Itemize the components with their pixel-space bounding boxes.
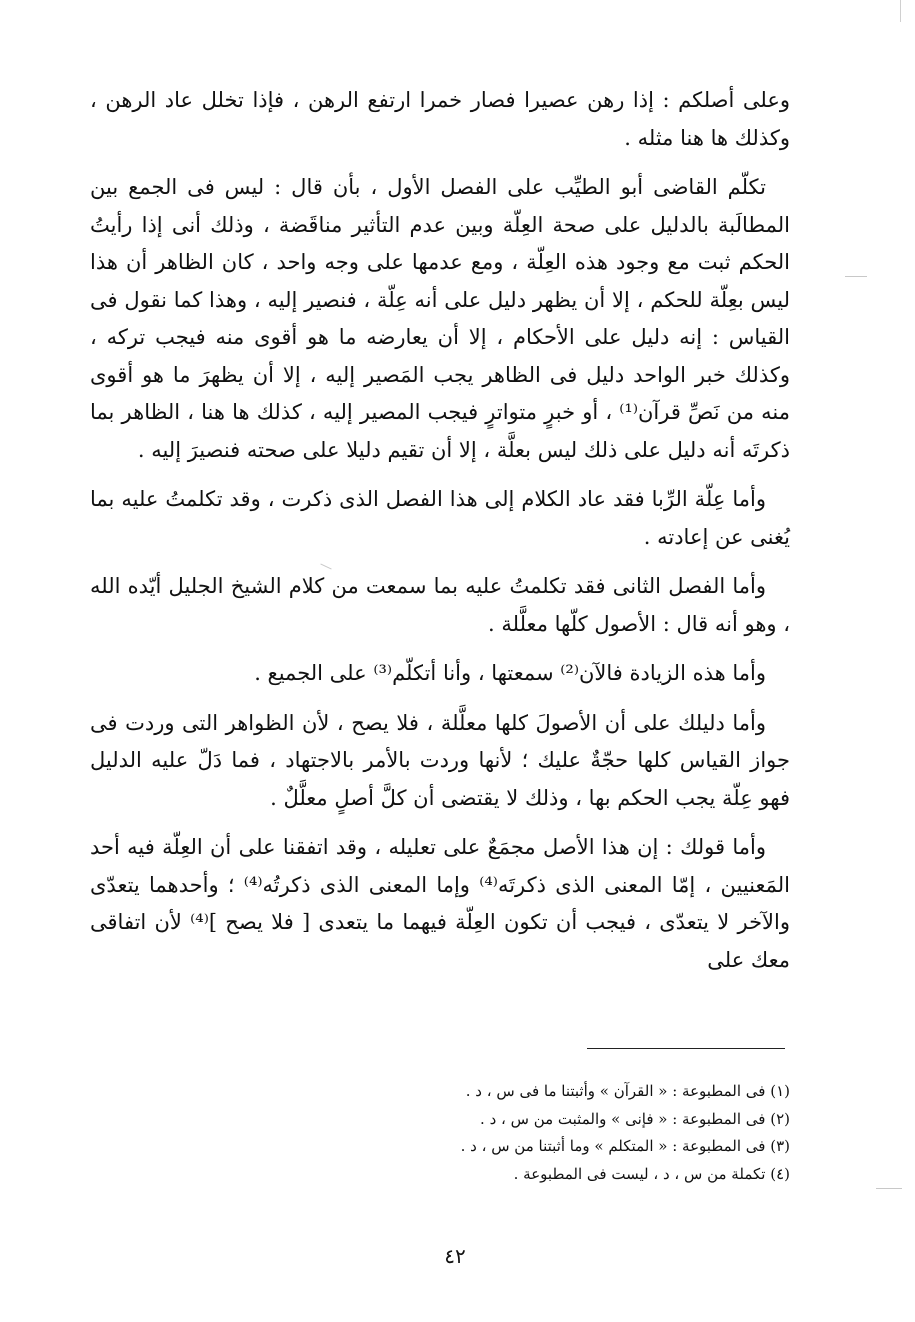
crop-mark	[900, 0, 901, 22]
paragraph: وأما قولك : إن هذا الأصل مجمَعٌ على تعليله ، وقد اتفقنا على أن العِلّة فيه أحد المَعنيين ، إمّا المعنى الذى ذكرتَه⁽⁴⁾ وإما المعنى الذى ذكرتُه⁽⁴⁾ ؛ وأحدهما يتعدّى والآخر لا يتعدّى ، فيجب أن تكون العِلّة فيهما ما يتعدى [ فلا يصح ]⁽⁴⁾ لأن اتفاقى معك على	[90, 835, 790, 972]
footnotes	[300, 1078, 790, 1188]
footnote: (٤) تكملة من س ، د ، ليست فى المطبوعة .	[513, 1164, 790, 1183]
paragraph: وعلى أصلكم : إذا رهن عصيرا فصار خمرا ارتفع الرهن ، فإذا تخلل عاد الرهن ، وكذلك ها هنا مثله .	[90, 88, 791, 150]
footnote: (٢) فى المطبوعة : « فإنى » والمثبت من س ، د .	[480, 1109, 790, 1128]
paragraph: وأما عِلّة الرِّبا فقد عاد الكلام إلى هذا الفصل الذى ذكرت ، وقد تكلمتُ عليه بما يُغنى عن إعادته .	[90, 487, 790, 549]
footnote-divider	[587, 1048, 785, 1049]
main-text	[90, 82, 790, 991]
paragraph: وأما هذه الزيادة فالآن⁽²⁾ سمعتها ، وأنا أتكلّم⁽³⁾ على الجميع .	[254, 661, 766, 685]
paragraph: وأما دليلك على أن الأصولَ كلها معلَّلة ، فلا يصح ، لأن الظواهر التى وردت فى جواز القياس كلها حجّةٌ عليك ؛ لأنها وردت بالأمر بالاجتهاد ، فما دَلّ عليه الدليل فهو عِلّة يجب الحكم بها ، وذلك لا يقتضى أن كلَّ أصلٍ معلَّلٌ .	[90, 710, 790, 810]
margin-mark	[845, 276, 867, 277]
footnote: (٣) فى المطبوعة : « المتكلم » وما أثبتنا من س ، د .	[460, 1137, 790, 1155]
paragraph: وأما الفصل الثانى فقد تكلمتُ عليه بما سمعت من كلام الشيخ الجليل أيّده الله ، وهو أنه قال : الأصول كلّها معلَّلة .	[90, 574, 790, 636]
footnote: (١) فى المطبوعة : « القرآن » وأثبتنا ما فى س ، د .	[465, 1082, 790, 1100]
margin-mark	[876, 1188, 902, 1189]
paragraph: تكلّم القاضى أبو الطيِّب على الفصل الأول ، بأن قال : ليس فى الجمع بين المطالَبة بالدليل على صحة العِلّة وبين عدم التأثير مناقَضة ، وذلك أنى إذا رأيتُ الحكم ثبت مع وجود هذه العِلّة ، ومع عدمها على وجه واحد ، كان الظاهر أن هذا ليس بعِلّة للحكم ، إلا أن يظهر دليل على أنه عِلّة ، فنصير إليه ، وهذا كما نقول فى القياس : إنه دليل على الأحكام ، إلا أن يعارضه ما هو أقوى منه فيجب تركه ، وكذلك خبر الواحد دليل فى الظاهر يجب المَصير إليه ، إلا أن يظهرَ ما هو أقوى منه من نَصِّ قرآن⁽¹⁾ ، أو خبرٍ متواترٍ فيجب المصير إليه ، كذلك ها هنا ، الظاهر بما ذكرتَه أنه دليل على ذلك ليس بعلَّة ، إلا أن تقيم دليلا على صحته فنصيرَ إليه .	[90, 175, 790, 462]
page-number: ٤٢	[444, 1244, 466, 1268]
